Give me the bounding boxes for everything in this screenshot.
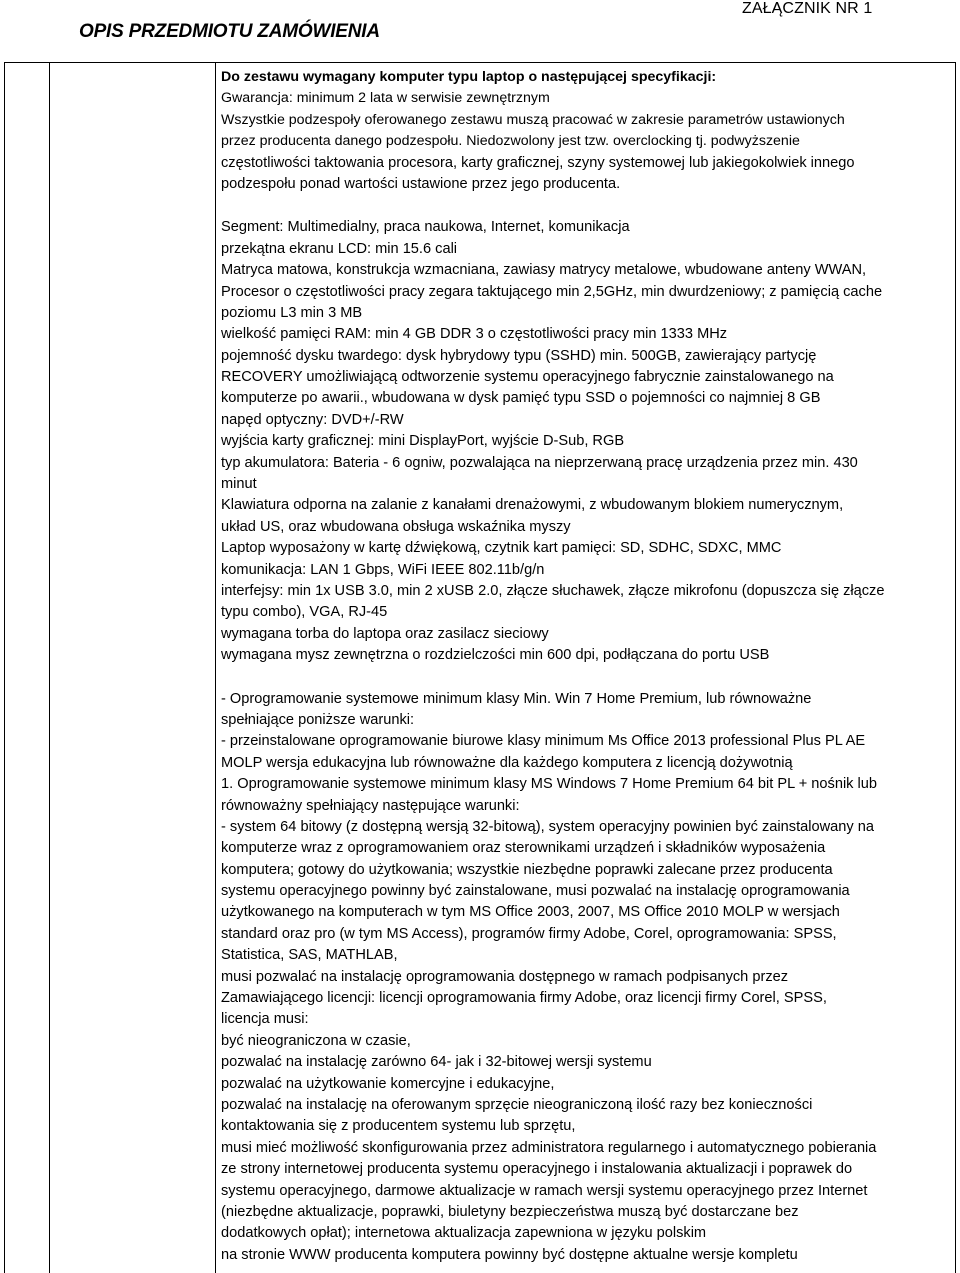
- spec-line: wymagana mysz zewnętrzna o rozdzielczości min 600 dpi, podłączana do portu USB: [221, 647, 770, 664]
- spec-line: spełniające poniższe warunki:: [221, 711, 415, 728]
- spec-line: dodatkowych opłat); internetowa aktualizacja zapewniona w języku polskim: [221, 1225, 707, 1242]
- spec-line: - system 64 bitowy (z dostępną wersją 32-bitową), system operacyjny powinien być zainstalowany na: [221, 818, 874, 835]
- spec-line: Matryca matowa, konstrukcja wzmacniana, zawiasy matrycy metalowe, wbudowane anteny WWAN,: [221, 262, 867, 279]
- spec-line: użytkowanego na komputerach w tym MS Office 2003, 2007, MS Office 2010 MOLP w wersjach: [221, 904, 840, 921]
- table-column-divider: [215, 63, 216, 1273]
- spec-line: Gwarancja: minimum 2 lata w serwisie zewnętrznym: [221, 90, 550, 107]
- spec-line: licencja musi:: [221, 1011, 309, 1028]
- spec-line: Statistica, SAS, MATHLAB,: [221, 947, 398, 964]
- spec-line: poziomu L3 min 3 MB: [221, 304, 363, 321]
- spec-line: minut: [221, 476, 257, 493]
- spec-line: wymagana torba do laptopa oraz zasilacz sieciowy: [221, 625, 549, 642]
- spec-line: częstotliwości taktowania procesora, karty graficznej, szyny systemowej lub jakiegokolwiek innego: [221, 154, 855, 171]
- spec-line: Wszystkie podzespoły oferowanego zestawu muszą pracować w zakresie parametrów ustawionych: [221, 111, 845, 128]
- spec-line: komputerze po awarii., wbudowana w dysk pamięć typu SSD o pojemności co najmniej 8 GB: [221, 390, 821, 407]
- spec-line: Klawiatura odporna na zalanie z kanałami drenażowymi, z wbudowanym blokiem numerycznym,: [221, 497, 844, 514]
- spec-line: wielkość pamięci RAM: min 4 GB DDR 3 o częstotliwości pracy min 1333 MHz: [221, 326, 728, 343]
- spec-line: musi pozwalać na instalację oprogramowania dostępnego w ramach podpisanych przez: [221, 968, 789, 985]
- spec-line: interfejsy: min 1x USB 3.0, min 2 xUSB 2.0, złącze słuchawek, złącze mikrofonu (dopuszcza się złącze: [221, 582, 885, 599]
- spec-line: kontaktowania się z producentem systemu lub sprzętu,: [221, 1118, 576, 1135]
- spec-line: komputera; gotowy do użytkowania; wszystkie niezbędne poprawki zalecane przez producenta: [221, 861, 833, 878]
- spec-line: Zamawiającego licencji: licencji oprogramowania firmy Adobe, oraz licencji firmy Corel, SPSS,: [221, 990, 827, 1007]
- spec-line: przekątna ekranu LCD: min 15.6 cali: [221, 240, 458, 257]
- page-title: OPIS PRZEDMIOTU ZAMÓWIENIA: [79, 21, 380, 42]
- spec-line: musi mieć możliwość skonfigurowania przez administratora regularnego i automatycznego pobierania: [221, 1139, 877, 1156]
- spec-line: pozwalać na instalację zarówno 64- jak i 32-bitowej wersji systemu: [221, 1054, 652, 1071]
- spec-line: równoważny spełniający następujące warunki:: [221, 797, 520, 814]
- spec-line: przez producenta danego podzespołu. Niedozwolony jest tzw. overclocking tj. podwyższenie: [221, 133, 800, 150]
- attachment-label: ZAŁĄCZNIK NR 1: [742, 0, 873, 17]
- spec-line: MOLP wersja edukacyjna lub równoważne dla każdego komputera z licencją dożywotnią: [221, 754, 793, 771]
- specification-content: [221, 67, 949, 1266]
- spec-line: 1. Oprogramowanie systemowe minimum klasy MS Windows 7 Home Premium 64 bit PL + nośnik lub: [221, 776, 878, 793]
- spec-line: - Oprogramowanie systemowe minimum klasy Min. Win 7 Home Premium, lub równoważne: [221, 690, 812, 707]
- spec-line: - przeinstalowane oprogramowanie biurowe klasy minimum Ms Office 2013 professional Plus PL AE: [221, 733, 866, 750]
- spec-line: pozwalać na instalację na oferowanym sprzęcie nieograniczoną ilość razy bez konieczności: [221, 1096, 813, 1113]
- intro-heading: Do zestawu wymagany komputer typu laptop o następującej specyfikacji:: [221, 69, 717, 85]
- spec-line: komputerze wraz z oprogramowaniem oraz sterownikami urządzeń i składników wyposażenia: [221, 840, 826, 857]
- spec-line: ze strony internetowej producenta systemu operacyjnego i instalowania aktualizacji i poprawek do: [221, 1161, 853, 1178]
- spec-line: Procesor o częstotliwości pracy zegara taktującego min 2,5GHz, min dwurdzeniowy; z pamięcią cache: [221, 283, 883, 300]
- spec-line: Segment: Multimedialny, praca naukowa, Internet, komunikacja: [221, 219, 630, 236]
- spec-line: (niezbędne aktualizacje, poprawki, biuletyny bezpieczeństwa muszą być dostarczane bez: [221, 1203, 799, 1220]
- spec-line: wyjścia karty graficznej: mini DisplayPort, wyjście D-Sub, RGB: [221, 433, 625, 450]
- spec-line: typu combo), VGA, RJ-45: [221, 604, 388, 621]
- spec-line: na stronie WWW producenta komputera powinny być dostępne aktualne wersje kompletu: [221, 1246, 798, 1263]
- spec-line: pojemność dysku twardego: dysk hybrydowy typu (SSHD) min. 500GB, zawierający partycję: [221, 347, 817, 364]
- spec-line: pozwalać na użytkowanie komercyjne i edukacyjne,: [221, 1075, 555, 1092]
- spec-line: systemu operacyjnego powinny być zainstalowane, musi pozwalać na instalację oprogramowania: [221, 883, 850, 900]
- spec-line: być nieograniczona w czasie,: [221, 1032, 411, 1049]
- spec-line: układ US, oraz wbudowana obsługa wskaźnika myszy: [221, 518, 571, 535]
- intro-section: [221, 88, 949, 195]
- software-section: [221, 689, 949, 1267]
- spec-line: systemu operacyjnego, darmowe aktualizacje w ramach wersji systemu operacyjnego przez Internet: [221, 1182, 868, 1199]
- spec-line: typ akumulatora: Bateria - 6 ogniw, pozwalająca na nieprzerwaną pracę urządzenia przez min. 430: [221, 454, 858, 471]
- table-column-divider: [49, 63, 50, 1273]
- spec-line: napęd optyczny: DVD+/-RW: [221, 411, 404, 428]
- spec-line: RECOVERY umożliwiającą odtworzenie systemu operacyjnego fabrycznie zainstalowanego na: [221, 369, 834, 386]
- spec-line: komunikacja: LAN 1 Gbps, WiFi IEEE 802.11b/g/n: [221, 561, 545, 578]
- spec-line: Laptop wyposażony w kartę dźwiękową, czytnik kart pamięci: SD, SDHC, SDXC, MMC: [221, 540, 782, 557]
- hardware-section: [221, 217, 949, 666]
- spec-line: podzespołu ponad wartości ustawione przez jego producenta.: [221, 175, 621, 192]
- spec-line: standard oraz pro (w tym MS Access), programów firmy Adobe, Corel, oprogramowania: SPSS,: [221, 925, 837, 942]
